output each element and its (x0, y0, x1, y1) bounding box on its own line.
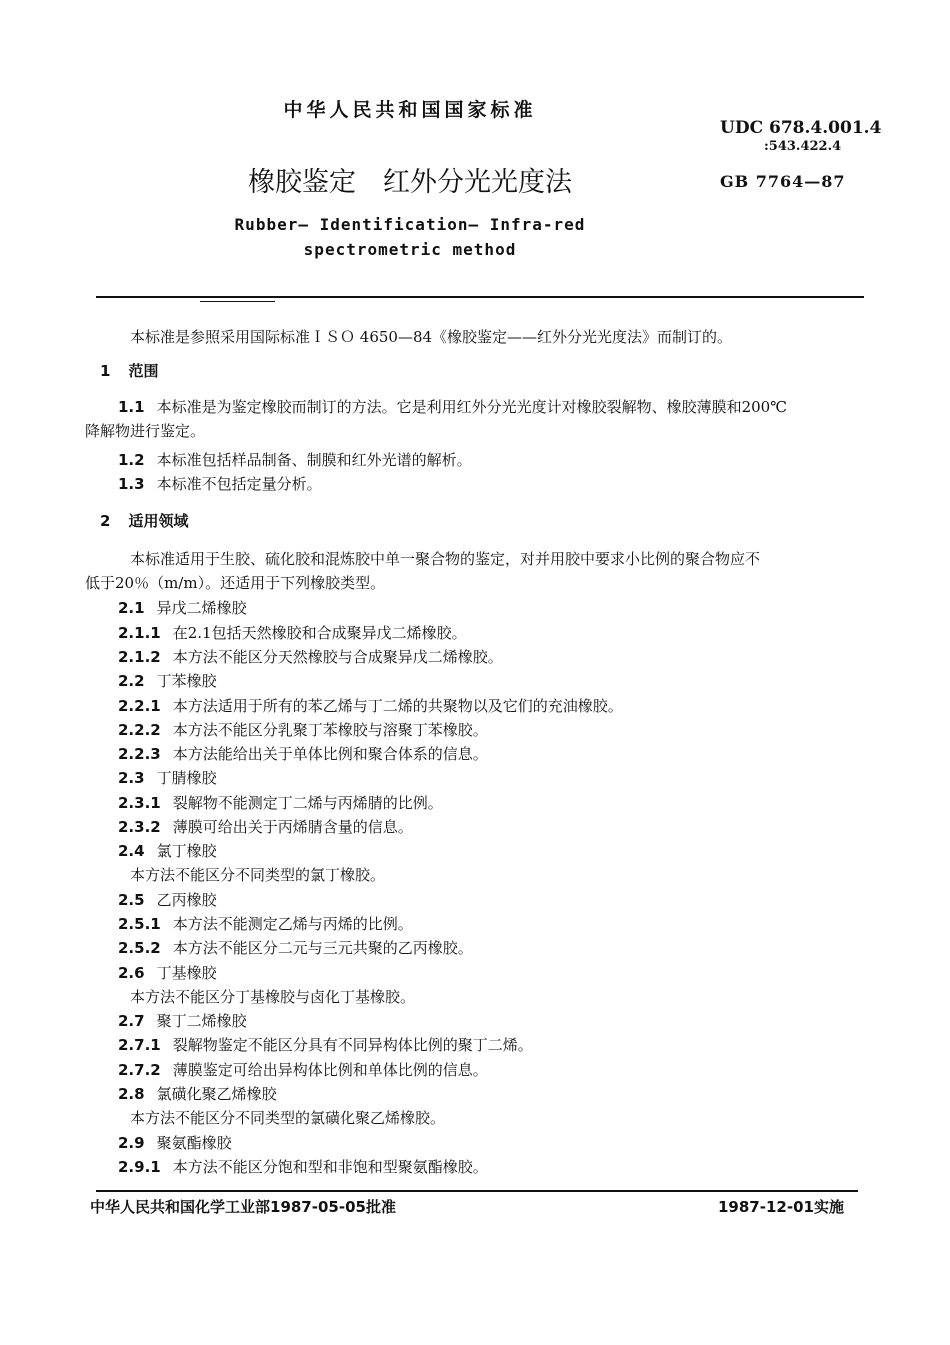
clause-text: 裂解物鉴定不能区分具有不同异构体比例的聚丁二烯。 (172, 1036, 533, 1054)
english-title-line-1: Rubber— Identification— Infra-red (234, 215, 586, 234)
clause-text: 丁腈橡胶 (156, 769, 217, 787)
clause-text: 异戊二烯橡胶 (156, 599, 247, 617)
effective-date: 1987-12-01实施 (718, 1198, 844, 1216)
clause-2-2-3 (118, 743, 488, 765)
issuing-authority: 中华人民共和国国家标准 (283, 99, 537, 121)
section-2-heading (100, 510, 188, 532)
clause-text: 裂解物不能测定丁二烯与丙烯腈的比例。 (172, 794, 443, 812)
clause-number: 2.2.3 (118, 745, 161, 763)
clause-2-3-2 (118, 816, 413, 838)
clause-2-1 (118, 597, 247, 619)
clause-2-5 (118, 889, 217, 911)
intro-paragraph: 本标准是参照采用国际标准ＩＳＯ 4650—84《橡胶鉴定——红外分光光度法》而制订的。 (130, 328, 733, 346)
clause-text: 氯磺化聚乙烯橡胶 (156, 1085, 277, 1103)
clause-text: 本方法适用于所有的苯乙烯与丁二烯的共聚物以及它们的充油橡胶。 (172, 697, 623, 715)
clause-2-9-1 (118, 1156, 488, 1178)
clause-number: 2.1.1 (118, 624, 161, 642)
clause-text: 本标准是为鉴定橡胶而制订的方法。它是利用红外分光光度计对橡胶裂解物、橡胶薄膜和200℃ (156, 398, 787, 416)
header-divider (96, 296, 864, 298)
clause-text: 本标准不包括定量分析。 (156, 475, 322, 493)
clause-2-6 (118, 962, 217, 984)
clause-2-7-2 (118, 1059, 488, 1081)
clause-2-6-paragraph: 本方法不能区分丁基橡胶与卤化丁基橡胶。 (130, 988, 416, 1006)
udc-code-continued: :543.422.4 (764, 139, 842, 154)
clause-2-5-2 (118, 937, 473, 959)
approval-line: 中华人民共和国化学工业部1987-05-05批准 (90, 1198, 396, 1216)
header-divider-thin (200, 301, 275, 302)
clause-2-8 (118, 1083, 277, 1105)
section-number: 1 (100, 362, 111, 380)
clause-text: 薄膜鉴定可给出异构体比例和单体比例的信息。 (172, 1061, 488, 1079)
clause-text: 本方法不能区分乳聚丁苯橡胶与溶聚丁苯橡胶。 (172, 721, 488, 739)
clause-number: 1.2 (118, 451, 145, 469)
clause-1-1 (118, 396, 787, 418)
clause-2-4 (118, 840, 217, 862)
clause-text: 薄膜可给出关于丙烯腈含量的信息。 (172, 818, 413, 836)
clause-number: 2.7.2 (118, 1061, 161, 1079)
clause-number: 1.1 (118, 398, 145, 416)
document-title: 橡胶鉴定 红外分光光度法 (248, 167, 572, 198)
clause-2-4-paragraph: 本方法不能区分不同类型的氯丁橡胶。 (130, 866, 386, 884)
clause-2-1-1 (118, 622, 467, 644)
clause-number: 2.7.1 (118, 1036, 161, 1054)
footer-divider (96, 1190, 858, 1192)
clause-2-7-1 (118, 1034, 533, 1056)
clause-text: 丁基橡胶 (156, 964, 217, 982)
section-2-paragraph-line-1: 本标准适用于生胶、硫化胶和混炼胶中单一聚合物的鉴定，对并用胶中要求小比例的聚合物应不 (130, 550, 761, 568)
clause-number: 2.2 (118, 672, 145, 690)
section-2-paragraph-line-2: 低于20％（m/m）。还适用于下列橡胶类型。 (85, 574, 386, 592)
clause-number: 2.8 (118, 1085, 145, 1103)
clause-2-8-paragraph: 本方法不能区分不同类型的氯磺化聚乙烯橡胶。 (130, 1109, 446, 1127)
clause-number: 1.3 (118, 475, 145, 493)
clause-text: 本方法不能测定乙烯与丙烯的比例。 (172, 915, 413, 933)
english-title-line-2: spectrometric method (303, 240, 517, 259)
clause-number: 2.1 (118, 599, 145, 617)
clause-2-1-2 (118, 646, 503, 668)
clause-2-2 (118, 670, 217, 692)
clause-number: 2.9.1 (118, 1158, 161, 1176)
clause-number: 2.3.1 (118, 794, 161, 812)
clause-number: 2.5.1 (118, 915, 161, 933)
clause-text: 本方法不能区分天然橡胶与合成聚异戊二烯橡胶。 (172, 648, 503, 666)
clause-number: 2.5 (118, 891, 145, 909)
section-title: 适用领域 (128, 512, 189, 530)
clause-2-3-1 (118, 792, 443, 814)
clause-1-1-continued: 降解物进行鉴定。 (85, 422, 206, 440)
udc-code: UDC 678.4.001.4 (720, 118, 882, 138)
clause-text: 聚丁二烯橡胶 (156, 1012, 247, 1030)
gb-standard-number: GB 7764—87 (720, 172, 846, 191)
section-title: 范围 (128, 362, 159, 380)
clause-number: 2.2.2 (118, 721, 161, 739)
clause-text: 氯丁橡胶 (156, 842, 217, 860)
clause-number: 2.3 (118, 769, 145, 787)
section-number: 2 (100, 512, 111, 530)
clause-text: 本方法能给出关于单体比例和聚合体系的信息。 (172, 745, 488, 763)
clause-number: 2.3.2 (118, 818, 161, 836)
clause-text: 丁苯橡胶 (156, 672, 217, 690)
clause-text: 本方法不能区分二元与三元共聚的乙丙橡胶。 (172, 939, 473, 957)
clause-text: 在2.1包括天然橡胶和合成聚异戊二烯橡胶。 (172, 624, 467, 642)
clause-text: 乙丙橡胶 (156, 891, 217, 909)
section-1-heading (100, 360, 158, 382)
clause-2-9 (118, 1132, 232, 1154)
clause-text: 本标准包括样品制备、制膜和红外光谱的解析。 (156, 451, 472, 469)
clause-number: 2.4 (118, 842, 145, 860)
clause-2-5-1 (118, 913, 413, 935)
clause-2-2-2 (118, 719, 488, 741)
clause-number: 2.9 (118, 1134, 145, 1152)
clause-text: 聚氨酯橡胶 (156, 1134, 232, 1152)
clause-number: 2.1.2 (118, 648, 161, 666)
clause-number: 2.5.2 (118, 939, 161, 957)
clause-number: 2.7 (118, 1012, 145, 1030)
clause-2-2-1 (118, 695, 623, 717)
clause-1-2 (118, 449, 472, 471)
clause-text: 本方法不能区分饱和型和非饱和型聚氨酯橡胶。 (172, 1158, 488, 1176)
clause-number: 2.6 (118, 964, 145, 982)
clause-number: 2.2.1 (118, 697, 161, 715)
clause-2-7 (118, 1010, 247, 1032)
clause-1-3 (118, 473, 322, 495)
clause-2-3 (118, 767, 217, 789)
